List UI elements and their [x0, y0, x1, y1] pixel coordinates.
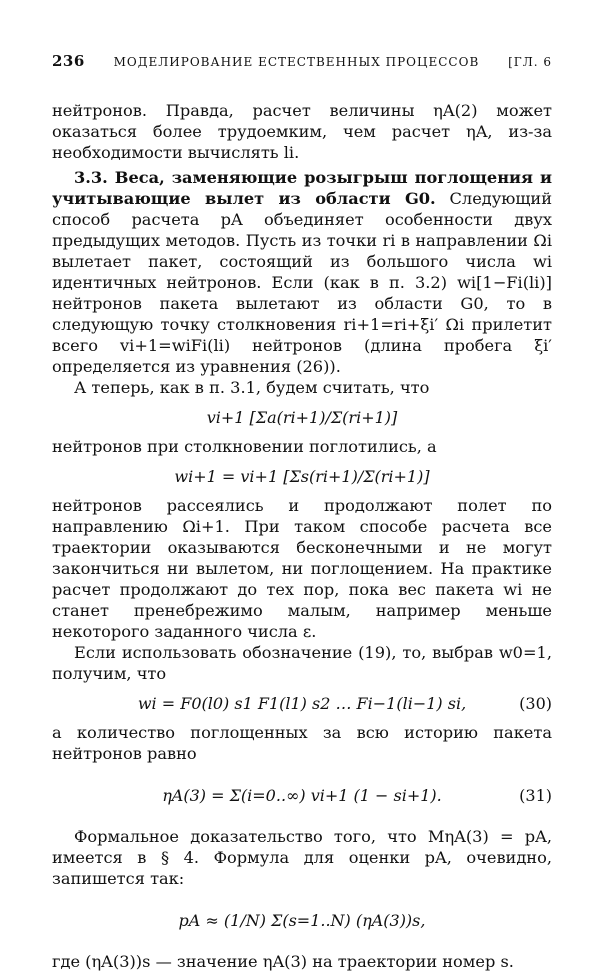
formula-31-text: ηA(3) = Σ(i=0..∞) vi+1 (1 − si+1). [162, 785, 442, 805]
formula-estimate-text: pA ≈ (1/N) Σ(s=1..N) (ηA(3))s, [178, 910, 426, 930]
section-heading: 3.3. Веса, заменяющие розыгрыш поглощения и учитывающие вылет из области G0. [52, 168, 552, 208]
equation-number-30: (30) [519, 693, 552, 713]
page-number: 236 [52, 52, 85, 70]
paragraph-5: нейтронов рассеялись и продолжают полет по направлению Ωi+1. При таком способе расчета все траектории оказываются бесконечными и не могут закончиться ни вылетом, ни поглощением. На практике расчет продолжают до тех пор, пока вес пакета wi не станет пренебрежимо малым, например меньше некоторого заданного числа ε. [52, 496, 552, 641]
paragraph-1: нейтронов. Правда, расчет величины ηA(2) может оказаться более трудоемким, чем расчет ηA, из-за необходимости вычислять li. [52, 101, 552, 162]
paragraph-4: нейтронов при столкновении поглотились, а [52, 437, 437, 456]
running-header [52, 52, 552, 70]
paragraph-3: А теперь, как в п. 3.1, будем считать, что [74, 378, 430, 397]
paragraph-6: Если использовать обозначение (19), то, выбрав w0=1, получим, что [52, 643, 552, 683]
running-title: МОДЕЛИРОВАНИЕ ЕСТЕСТВЕННЫХ ПРОЦЕССОВ [113, 55, 480, 69]
paragraph-7: а количество поглощенных за всю историю пакета нейтронов равно [52, 723, 552, 763]
book-page [52, 52, 552, 972]
formula-absorbed-text: vi+1 [Σa(ri+1)/Σ(ri+1)] [206, 407, 398, 427]
formula-31 [52, 764, 552, 826]
formula-30-text: wi = F0(l0) s1 F1(l1) s2 … Fi−1(li−1) si, [137, 693, 467, 713]
formula-30 [52, 684, 552, 722]
formula-estimate [52, 889, 552, 951]
formula-absorbed [52, 398, 552, 436]
paragraph-9: где (ηA(3))s — значение ηA(3) на траектории номер s. [52, 952, 514, 971]
section-body: Следующий способ расчета pA объединяет особенности двух предыдущих методов. Пусть из точки ri в направлении Ωi вылетает пакет, состоящий из большого числа wi идентичных нейтронов. Если (как в п. 3.2) wi[1−Fi(li)] нейтронов пакета вылетают из области G0, то в следующую точку столкновения ri+1=ri+ξi′ Ωi прилетит всего vi+1=wiFi(li) нейтронов (длина пробега ξi′ определяется из уравнения (26)). [52, 189, 552, 376]
chapter-label: [ГЛ. 6 [508, 55, 552, 69]
formula-scattered [52, 457, 552, 495]
paragraph-2 [52, 167, 552, 377]
formula-scattered-text: wi+1 = vi+1 [Σs(ri+1)/Σ(ri+1)] [174, 466, 430, 486]
paragraph-8: Формальное доказательство того, что MηA(3) = pA, имеется в § 4. Формула для оценки pA, очевидно, запишется так: [52, 827, 552, 888]
equation-number-31: (31) [519, 785, 552, 805]
